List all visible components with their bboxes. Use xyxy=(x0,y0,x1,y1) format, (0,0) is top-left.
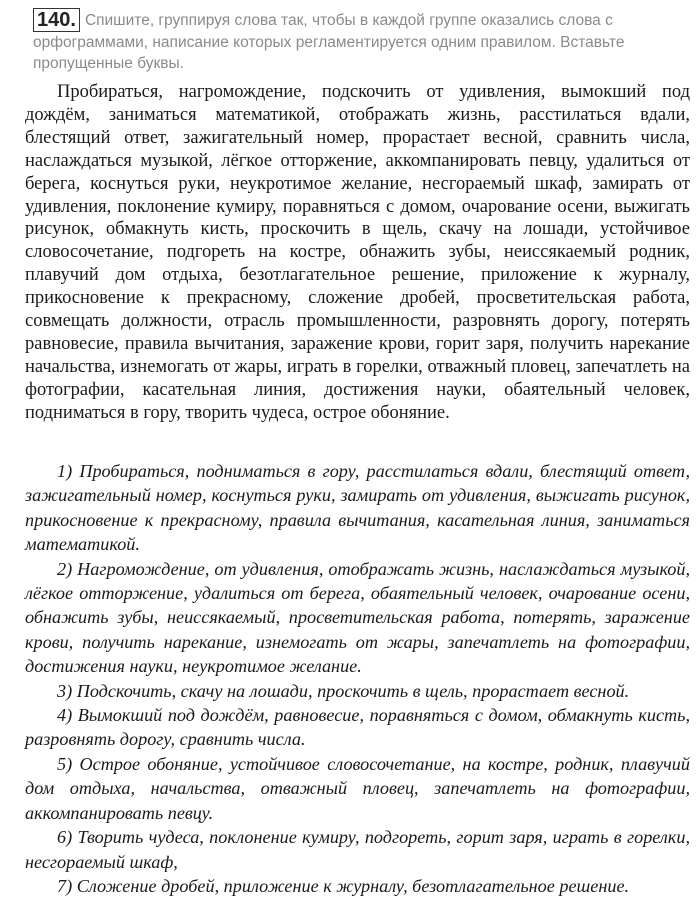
answer-list xyxy=(25,459,690,898)
task-header xyxy=(33,8,673,74)
answer-group-6: 6) Творить чудеса, поклонение кумиру, подгореть, горит заря, играть в горелки, несгораемый шкаф, xyxy=(25,827,690,872)
answer-group-2: 2) Нагромождение, от удивления, отображать жизнь, наслаждаться музыкой, лёгкое отторжение, удалиться от берега, обаятельный человек, очарование осени, обнажить зубы, неиссякаемый, просветительская работа, потерять, заражение крови, получить нарекание, изнемогать от жары, запечатлеть на фотографии, достижения науки, неукротимое желание. xyxy=(25,558,690,677)
answer-group-5: 5) Острое обоняние, устойчивое словосочетание, на костре, родник, плавучий дом отдыха, начальства, отважный пловец, запечатлеть на фотографии, аккомпанировать певцу. xyxy=(25,753,690,823)
task-instruction: Спишите, группируя слова так, чтобы в каждой группе оказались слова с орфограммами, написание которых регламентируется одним правилом. Вставьте пропущенные буквы. xyxy=(33,12,625,72)
exercise-text: Пробираться, нагромождение, подскочить от удивления, вымокший под дождём, заниматься математикой, отображать жизнь, расстилаться вдали, блестящий ответ, зажигательный номер, прорастает весной, сравнить числа, наслаждаться музыкой, лёгкое отторжение, аккомпанировать певцу, удалиться от берега, коснуться руки, неукротимое желание, несгораемый шкаф, замирать от удивления, поклонение кумиру, поравняться с домом, очарование осени, выжигать рисунок, обмакнуть кисть, проскочить в щель, скачу на лошади, устойчивое словосочетание, подгореть на костре, обнажить зубы, неиссякаемый родник, плавучий дом отдыха, безотлагательное решение, приложение к журналу, прикосновение к прекрасному, сложение дробей, просветительская работа, совмещать должности, отрасль промышленности, разровнять дорогу, потерять равновесие, правила вычитания, заражение крови, горит заря, получить нарекание начальства, изнемогать от жары, играть в горелки, отважный пловец, запечатлеть на фотографии, касательная линия, достижения науки, обаятельный человек, подниматься в гору, творить чудеса, острое обоняние. xyxy=(25,82,690,423)
task-number: 140. xyxy=(33,8,80,32)
answer-group-4: 4) Вымокший под дождём, равновесие, поравняться с домом, обмакнуть кисть, разровнять дорогу, сравнить числа. xyxy=(25,705,690,750)
answer-group-3: 3) Подскочить, скачу на лошади, проскочить в щель, прорастает весной. xyxy=(57,680,630,701)
answer-group-7: 7) Сложение дробей, приложение к журналу, безотлагательное решение. xyxy=(57,875,630,896)
answer-group-1: 1) Пробираться, подниматься в гору, расстилаться вдали, блестящий ответ, зажигательный номер, коснуться руки, замирать от удивления, выжигать рисунок, прикосновение к прекрасному, правила вычитания, касательная линия, заниматься математикой. xyxy=(25,461,690,555)
